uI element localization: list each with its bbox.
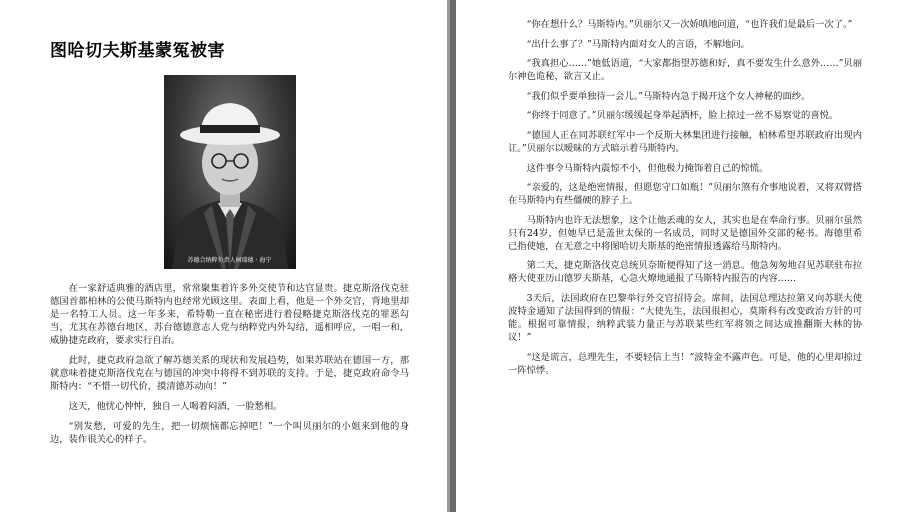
body-paragraph: “出什么事了？”马斯特内面对女人的言语，不解地问。	[526, 38, 750, 50]
left-page	[0, 0, 447, 512]
body-paragraph: “我真担心……”她低语道，“大家都指望苏德和好，真不要发生什么意外……”贝丽尔神色诡秘，欲言又止。	[508, 58, 862, 83]
chapter-title: 图哈切夫斯基蒙冤被害	[50, 41, 225, 61]
body-paragraph: “亲爱的，这是绝密情报，但愿您守口如瓶！”贝丽尔煞有介事地说着，又将双臂搭在马斯特内有些僵硬的脖子上。	[508, 182, 862, 207]
body-paragraph: “这是谎言，总理先生，不要轻信上当！”波特金不露声色。可是，他的心里却掠过一阵惊悸。	[508, 351, 862, 376]
body-paragraph: “你在想什么？马斯特内。”贝丽尔又一次娇嗔地问道，“也许我们是最后一次了。”	[526, 19, 853, 30]
body-paragraph: 这天，他忧心忡忡，独自一人喝着闷酒，一脸愁相。	[68, 401, 283, 412]
body-paragraph: “别发愁，可爱的先生，把一切烦恼都忘掉吧！”一个叫贝丽尔的小姐来到他的身边，装作很关心的样子。	[50, 421, 409, 445]
body-paragraph: 在一家舒适典雅的酒店里，常常聚集着许多外交使节和达官显贵。捷克斯洛伐克驻德国首都柏林的公使马斯特内也经常光顾这里。表面上看，他是一个外交官，背地里却是一名特工人员。这一年多来，希特勒一直在秘密进行着侵略捷克斯洛伐克的罪恶勾当，尤其在苏德台地区，苏台德德意志人党与纳粹党内外勾结，遥相呼应，一唱一和，威胁捷克政府，要求实行自治。	[50, 283, 409, 346]
body-paragraph: 此时，捷克政府急欲了解苏德关系的现状和发展趋势，如果苏联站在德国一方，那就意味着捷克斯洛伐克在与德国的冲突中将得不到苏联的支持。于是，捷克政府命令马斯特内：“不惜一切代价，摸清德苏动向！”	[50, 355, 409, 392]
body-paragraph: 第二天，捷克斯洛伐克总统贝奈斯便得知了这一消息。他急匆匆地召见苏联驻布拉格大使亚历山德罗夫斯基，心急火燎地通报了马斯特内报告的内容……	[508, 260, 862, 285]
body-paragraph: 马斯特内也许无法想象，这个让他丢魂的女人，其实也是在奉命行事。贝丽尔虽然只有24岁，但她早已是盖世太保的一名成员，同时又是德国外交部的秘书。海德里希已指使她，在无意之中将图哈切夫斯基的绝密情报透露给马斯特内。	[508, 214, 862, 252]
photo-caption: 苏德合纳粹负责人柯瑞德 · 海宁	[187, 257, 272, 264]
body-paragraph: 3天后，法国政府在巴黎举行外交官招待会。席间，法国总理达拉第又向苏联大使波特金通知了法国得到的情报：“大使先生，法国很担心，莫斯科有改变政治方针的可能。根据可靠情报，纳粹武装力量正与苏联某些红军将领之间达成推翻斯大林的协议！”	[508, 292, 862, 343]
portrait-photo	[164, 75, 296, 269]
right-page	[456, 0, 900, 512]
body-paragraph: “我们似乎要单独待一会儿。”马斯特内急于揭开这个女人神秘的面纱。	[526, 90, 811, 102]
portrait-illustration	[164, 75, 296, 269]
body-paragraph: 这件事令马斯特内震惊不小，但他极力掩饰着自己的惊慌。	[526, 162, 769, 174]
body-paragraph: “德国人正在同苏联红军中一个反斯大林集团进行接触，柏林希望苏联政府出现内讧。”贝丽尔以暧昧的方式暗示着马斯特内。	[508, 129, 862, 154]
body-paragraph: “你终于同意了。”贝丽尔缓缓起身举起酒杯，脸上掠过一丝不易察觉的喜悦。	[526, 110, 839, 122]
